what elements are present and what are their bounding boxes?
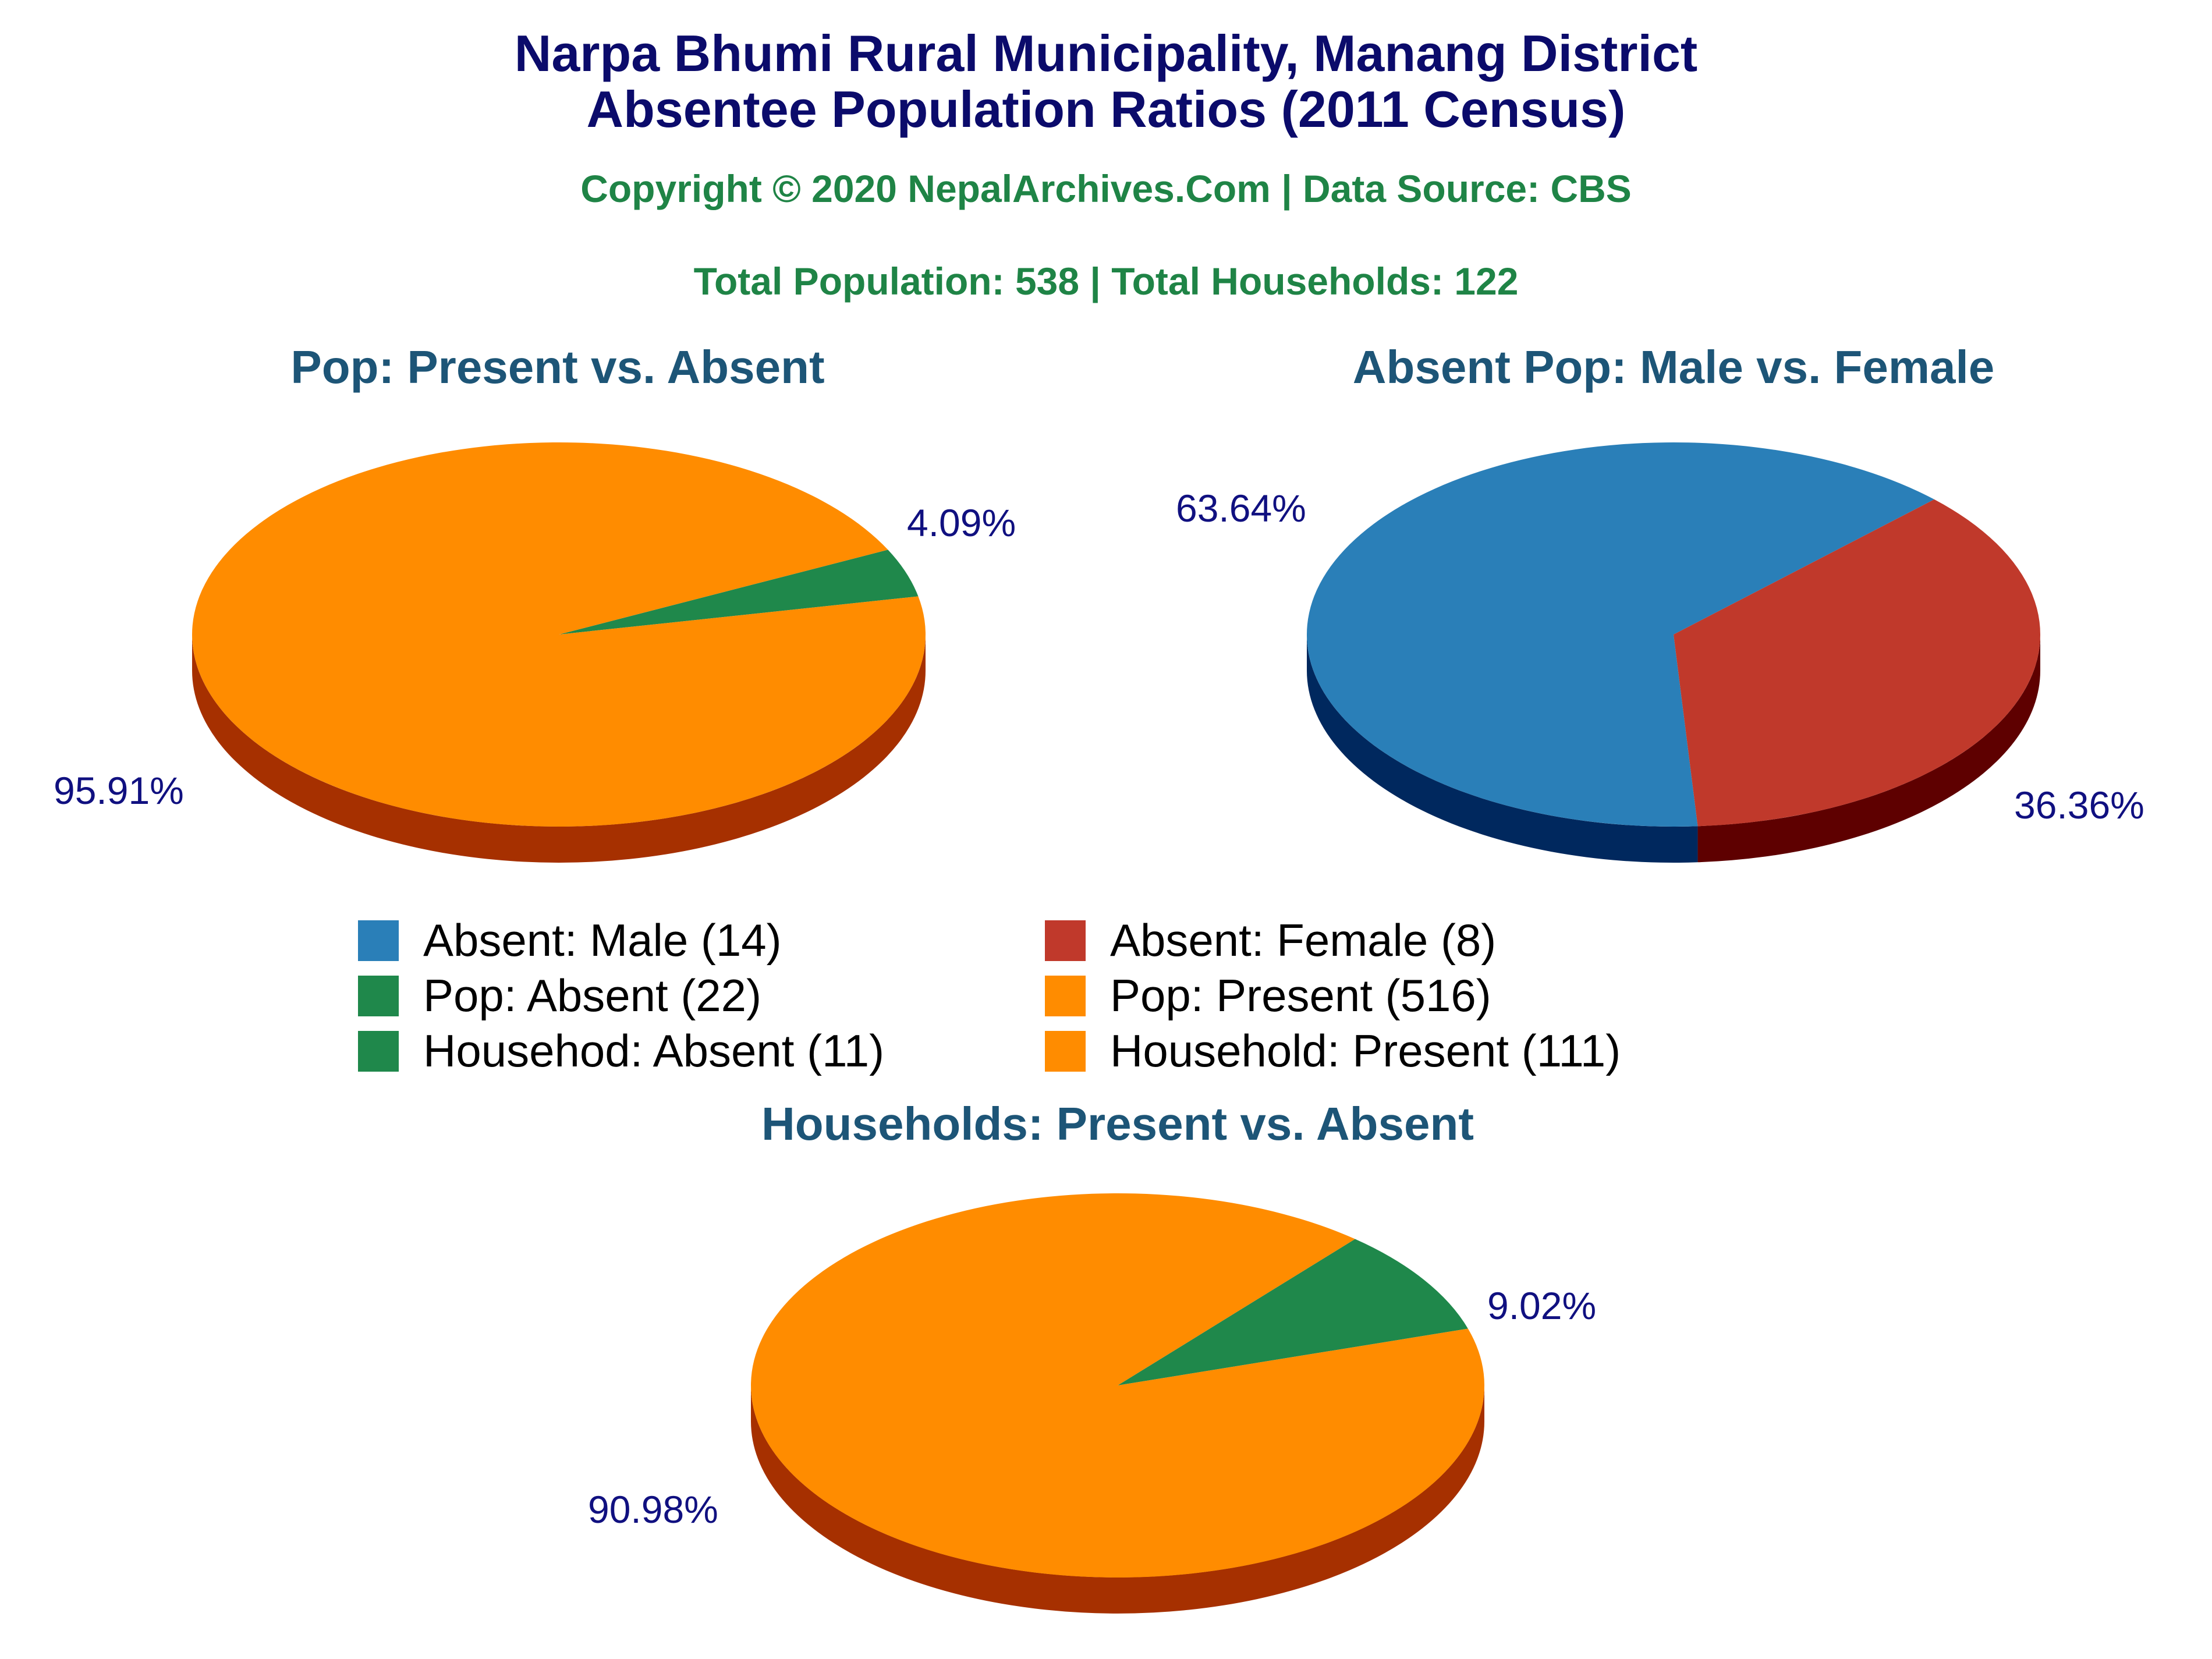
- legend-label: Absent: Male (14): [423, 914, 782, 966]
- pie-title-households: Households: Present vs. Absent: [761, 1098, 1474, 1150]
- pie-group-0: [192, 442, 926, 863]
- legend-label: Absent: Female (8): [1110, 914, 1497, 966]
- pct-label-absent-male: 63.64%: [1176, 487, 1306, 530]
- legend-label: Pop: Present (516): [1110, 970, 1491, 1021]
- legend-label: Household: Present (111): [1110, 1025, 1621, 1076]
- pie-group-1: [1307, 442, 2040, 863]
- pie-group-2: [751, 1193, 1484, 1614]
- pie-slice-pop-present: [192, 442, 926, 827]
- legend-swatch: [358, 920, 399, 961]
- legend-swatch: [1045, 920, 1086, 961]
- legend-item-pop-present: [1045, 969, 1491, 1022]
- pct-label-hh-absent: 9.02%: [1487, 1284, 1597, 1327]
- legend-label: Pop: Absent (22): [423, 970, 762, 1021]
- legend-item-pop-absent: [358, 969, 761, 1022]
- chart-title-line2: Absentee Population Ratios (2011 Census): [586, 80, 1626, 138]
- pct-label-hh-present: 90.98%: [588, 1488, 718, 1531]
- legend-swatch: [1045, 976, 1086, 1016]
- pct-label-pop-present: 95.91%: [54, 769, 184, 812]
- chart-title-line1: Narpa Bhumi Rural Municipality, Manang District: [514, 24, 1698, 82]
- copyright-text: Copyright © 2020 NepalArchives.Com | Data Source: CBS: [580, 167, 1632, 210]
- pct-label-pop-absent: 4.09%: [907, 501, 1016, 544]
- legend-swatch: [358, 976, 399, 1016]
- pie-title-population: Pop: Present vs. Absent: [290, 341, 825, 393]
- legend-item-hh-absent: [358, 1025, 884, 1077]
- totals-text: Total Population: 538 | Total Households: 122: [693, 260, 1519, 303]
- legend-swatch: [358, 1031, 399, 1072]
- legend-item-hh-present: [1045, 1025, 1621, 1077]
- legend-item-absent-male: [358, 914, 782, 967]
- legend-item-absent-female: [1045, 914, 1496, 967]
- pct-label-absent-female: 36.36%: [2014, 784, 2144, 827]
- legend-swatch: [1045, 1031, 1086, 1072]
- pie-title-absent-gender: Absent Pop: Male vs. Female: [1352, 341, 1995, 393]
- legend-label: Househod: Absent (11): [423, 1025, 885, 1076]
